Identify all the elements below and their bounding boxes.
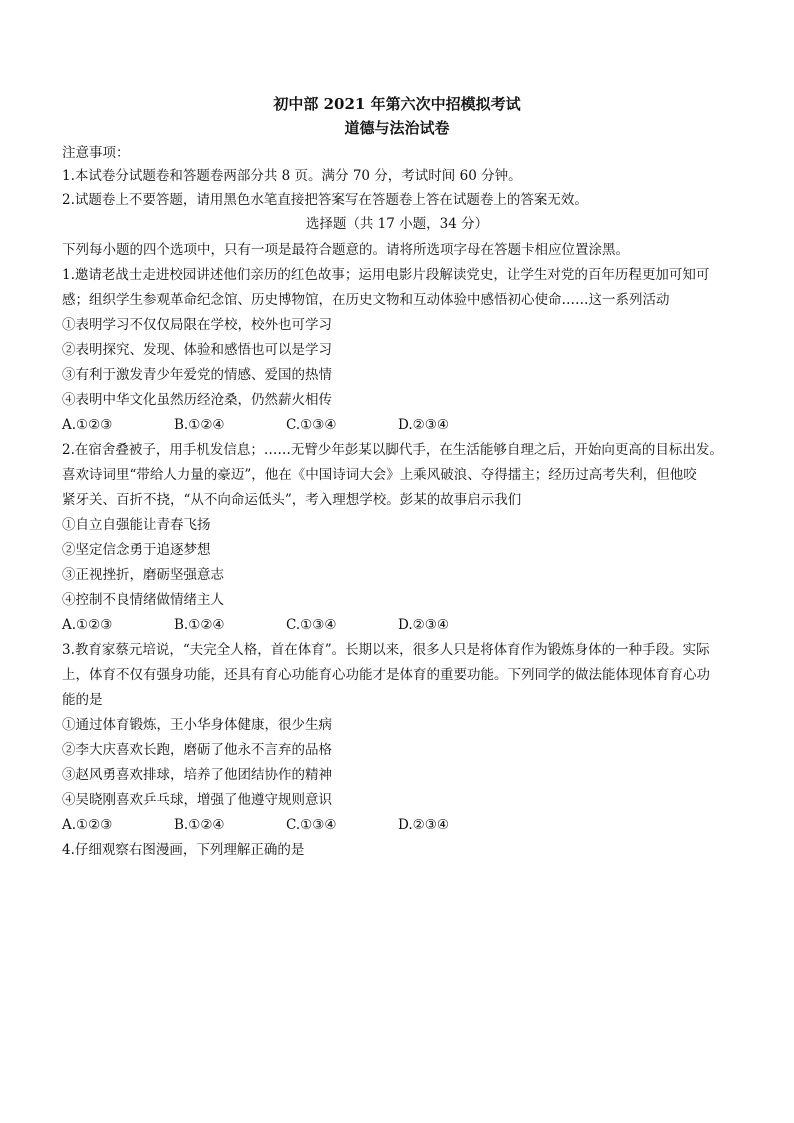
section-title: 选择题（共 17 小题，34 分） — [305, 216, 489, 232]
q2-statement-1: ①自立自强能让青春飞扬 — [62, 517, 211, 533]
q1-options — [62, 415, 582, 435]
q2-option-c: C.①③④ — [286, 617, 337, 633]
q1-stem-line-2: 感；组织学生参观革命纪念馆、历史博物馆，在历史文物和互动体验中感悟初心使命……这一系列活动 — [62, 292, 670, 308]
q1-statement-2: ②表明探究、发现、体验和感悟也可以是学习 — [62, 342, 332, 358]
q1-statement-1: ①表明学习不仅仅局限在学校，校外也可学习 — [62, 317, 332, 333]
q1-option-b: B.①②④ — [174, 417, 225, 433]
q1-option-d: D.②③④ — [398, 417, 449, 433]
q3-stem-line-1: 3.教育家蔡元培说，“夫完全人格，首在体育”。长期以来，很多人只是将体育作为锻炼身体的一种手段。实际 — [62, 642, 710, 658]
q3-option-b: B.①②④ — [174, 817, 225, 833]
q2-statement-4: ④控制不良情绪做情绪主人 — [62, 592, 224, 608]
q2-statement-2: ②坚定信念勇于追逐梦想 — [62, 542, 211, 558]
q4-stem-line-1: 4.仔细观察右图漫画，下列理解正确的是 — [62, 842, 305, 858]
q2-stem-line-3: 紧牙关、百折不挠，“从不向命运低头”，考入理想学校。彭某的故事启示我们 — [62, 492, 522, 508]
notice-item-2: 2.试题卷上不要答题，请用黑色水笔直接把答案写在答题卷上答在试题卷上的答案无效。 — [62, 192, 588, 208]
q2-options — [62, 615, 582, 635]
q1-statement-3: ③有利于激发青少年爱党的情感、爱国的热情 — [62, 367, 332, 383]
q3-statement-3: ③赵风勇喜欢排球，培养了他团结协作的精神 — [62, 767, 332, 783]
notice-item-1: 1.本试卷分试题卷和答题卷两部分共 8 页。满分 70 分，考试时间 60 分钟。 — [62, 168, 522, 184]
q3-option-c: C.①③④ — [286, 817, 337, 833]
q2-option-a: A.①②③ — [62, 617, 113, 633]
notice-heading: 注意事项： — [62, 145, 130, 161]
section-instruction: 下列每小题的四个选项中，只有一项是最符合题意的。请将所选项字母在答题卡相应位置涂黑。 — [62, 242, 629, 258]
q1-statement-4: ④表明中华文化虽然历经沧桑，仍然薪火相传 — [62, 392, 332, 408]
q3-stem-line-3: 能的是 — [62, 692, 103, 708]
q2-stem-line-2: 喜欢诗词里“带给人力量的豪迈”，他在《中国诗词大会》上乘风破浪、夺得擂主；经历过高考失利，但他咬 — [62, 467, 697, 483]
exam-subject-title: 道德与法治试卷 — [344, 119, 450, 137]
q2-option-d: D.②③④ — [398, 617, 449, 633]
q3-statement-4: ④吴晓刚喜欢乒乓球，增强了他遵守规则意识 — [62, 792, 332, 808]
q3-statement-1: ①通过体育锻炼，王小华身体健康，很少生病 — [62, 717, 332, 733]
q1-option-a: A.①②③ — [62, 417, 113, 433]
q3-option-d: D.②③④ — [398, 817, 449, 833]
q2-statement-3: ③正视挫折，磨砺坚强意志 — [62, 567, 224, 583]
q1-stem-line-1: 1.邀请老战士走进校园讲述他们亲历的红色故事；运用电影片段解读党史，让学生对党的百年历程更加可知可 — [62, 267, 710, 283]
q3-option-a: A.①②③ — [62, 817, 113, 833]
q3-options — [62, 815, 582, 835]
exam-title: 初中部 2021 年第六次中招模拟考试 — [273, 95, 521, 113]
q2-option-b: B.①②④ — [174, 617, 225, 633]
q2-stem-line-1: 2.在宿舍叠被子，用手机发信息；……无臂少年彭某以脚代手，在生活能够自理之后，开始向更高的目标出发。 — [62, 442, 723, 458]
q3-stem-line-2: 上，体育不仅有强身功能，还具有育心功能育心功能才是体育的重要功能。下列同学的做法能体现体育育心功 — [62, 667, 710, 683]
q1-option-c: C.①③④ — [286, 417, 337, 433]
q3-statement-2: ②李大庆喜欢长跑，磨砺了他永不言弃的品格 — [62, 742, 332, 758]
